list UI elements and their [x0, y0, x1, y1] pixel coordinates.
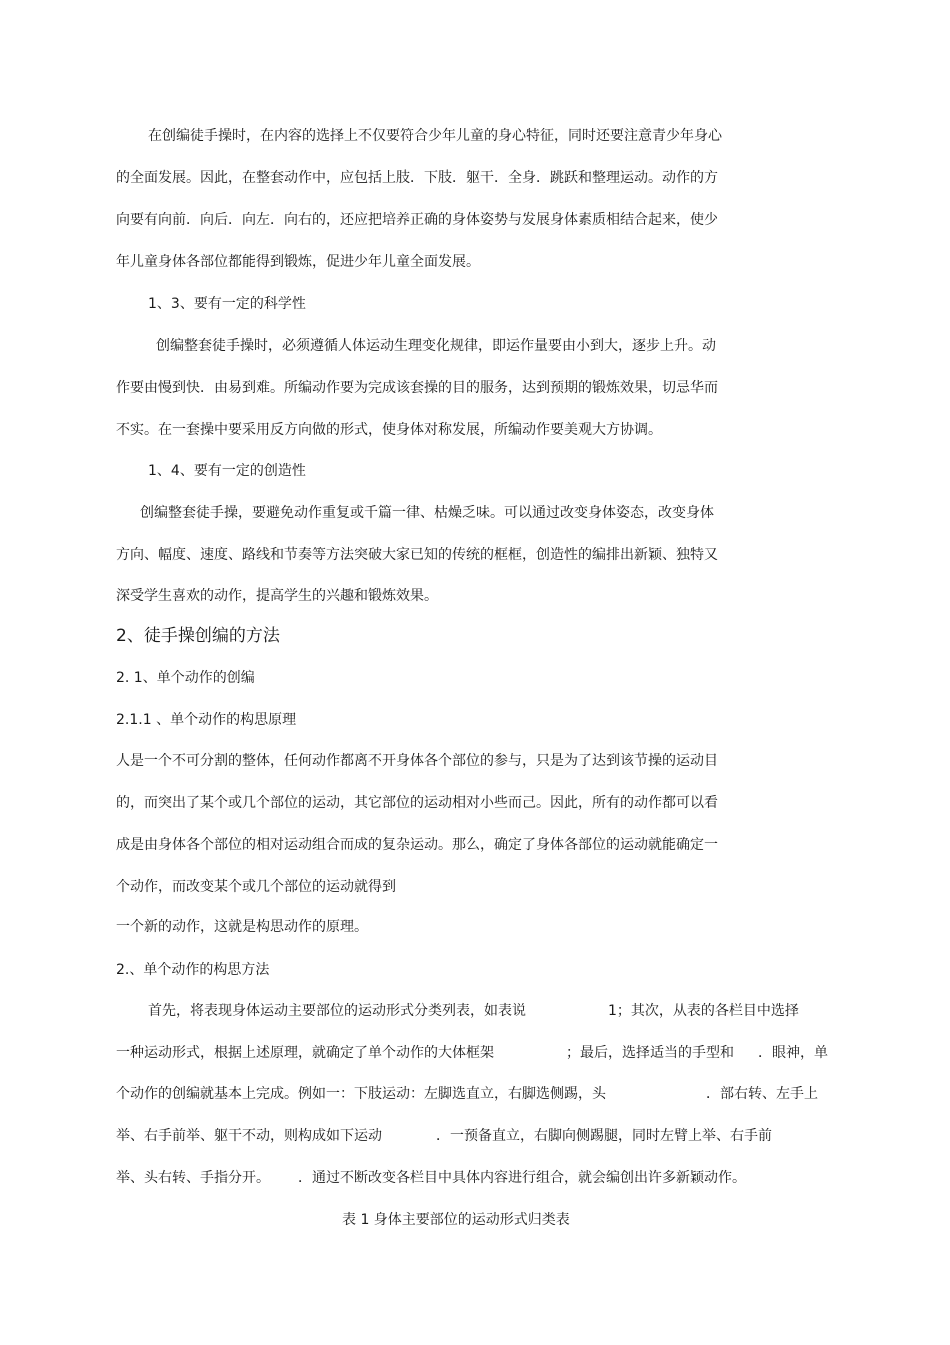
section-heading: 1、3、要有一定的科学性	[148, 296, 306, 312]
paragraph-line-segment: 首先，将表现身体运动主要部位的运动形式分类列表，如表说	[148, 1003, 526, 1019]
section-heading: 1、4、要有一定的创造性	[148, 463, 306, 479]
paragraph-line-segment: ．通过不断改变各栏目中具体内容进行组合，就会编创出许多新颖动作。	[298, 1170, 746, 1186]
paragraph-line: 作要由慢到快．由易到难。所编动作要为完成该套操的目的服务，达到预期的锻炼效果，切忌华而	[116, 380, 718, 396]
paragraph-line: 创编整套徒手操时，必须遵循人体运动生理变化规律，即运作量要由小到大，逐步上升。动	[156, 338, 716, 354]
paragraph-line: 向要有向前．向后．向左．向右的，还应把培养正确的身体姿势与发展身体素质相结合起来，使少	[116, 212, 718, 228]
paragraph-line: 创编整套徒手操，要避免动作重复或千篇一律、枯燥乏味。可以通过改变身体姿态，改变身体	[140, 505, 714, 521]
paragraph-line-segment: ．一预备直立，右脚向侧踢腿，同时左臂上举、右手前	[436, 1128, 772, 1144]
paragraph-line: 一个新的动作，这就是构思动作的原理。	[116, 919, 368, 935]
paragraph-line: 个动作，而改变某个或几个部位的运动就得到	[116, 879, 396, 895]
subsection-heading: 2.、单个动作的构思方法	[116, 962, 270, 978]
paragraph-line: 在创编徒手操时，在内容的选择上不仅要符合少年儿童的身心特征，同时还要注意青少年身心	[148, 128, 722, 144]
subsection-heading: 2. 1、单个动作的创编	[116, 670, 255, 686]
paragraph-line: 的全面发展。因此，在整套动作中，应包括上肢．下肢．躯干．全身．跳跃和整理运动。动作的方	[116, 170, 718, 186]
paragraph-line-segment: 一种运动形式，根据上述原理，就确定了单个动作的大体框架	[116, 1045, 494, 1061]
subsection-heading: 2.1.1 、单个动作的构思原理	[116, 712, 297, 728]
paragraph-line: 深受学生喜欢的动作，提高学生的兴趣和锻炼效果。	[116, 588, 438, 604]
paragraph-line-segment: 举、右手前举、躯干不动，则构成如下运动	[116, 1128, 382, 1144]
table-caption: 表 1 身体主要部位的运动形式归类表	[342, 1212, 570, 1228]
paragraph-line: 人是一个不可分割的整体，任何动作都离不开身体各个部位的参与，只是为了达到该节操的运动目	[116, 753, 718, 769]
paragraph-line-segment: ；最后，选择适当的手型和	[566, 1045, 734, 1061]
paragraph-line: 方向、幅度、速度、路线和节奏等方法突破大家已知的传统的框框，创造性的编排出新颖、独特又	[116, 547, 718, 563]
paragraph-line-segment: 个动作的创编就基本上完成。例如一：下肢运动：左脚选直立，右脚选侧踢，头	[116, 1086, 606, 1102]
paragraph-line-segment: ．部右转、左手上	[706, 1086, 818, 1102]
paragraph-line: 成是由身体各个部位的相对运动组合而成的复杂运动。那么，确定了身体各部位的运动就能确定一	[116, 837, 718, 853]
paragraph-line: 年儿童身体各部位都能得到锻炼，促进少年儿童全面发展。	[116, 254, 480, 270]
paragraph-line: 的，而突出了某个或几个部位的运动，其它部位的运动相对小些而己。因此，所有的动作都可以看	[116, 795, 718, 811]
paragraph-line: 不实。在一套操中要采用反方向做的形式，使身体对称发展，所编动作要美观大方协调。	[116, 422, 662, 438]
paragraph-line-segment: 举、头右转、手指分开。	[116, 1170, 270, 1186]
paragraph-line-segment: ．眼神，单	[758, 1045, 828, 1061]
section-heading-major: 2、徒手操创编的方法	[116, 626, 280, 646]
paragraph-line-segment: 1；其次，从表的各栏目中选择	[608, 1003, 799, 1019]
